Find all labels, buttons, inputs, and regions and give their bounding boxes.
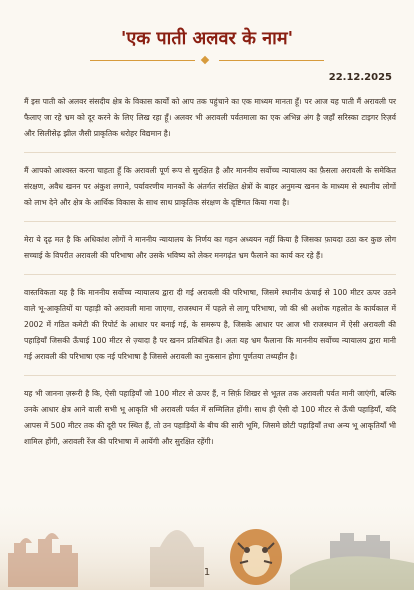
paragraph-4: वास्तविकता यह है कि माननीय सर्वोच्च न्यायालय द्वारा दी गई अरावली की परिभाषा, जिसमे स्थानीय ऊंचाई से 100 मीटर ऊपर उठने वाले भू-आकृतियों या पहाड़ी को अरावली माना जाएगा, राजस्थान में पहले से लागू परिभाषा, जो की श्री अशोक गहलोत के कार्यकाल में 2002 में गठित कमेटी की रिपोर्ट के आधार पर बनाई गई, के समरूप है, जिसके आधार पर आज भी राजस्थान में ऐसी अरावली की पहाड़ियाँ जिसकी ऊँचाई 100 मीटर से ज़्यादा है पर खनन प्रतिबंधित है। अतः यह भ्रम फैलाना कि माननीय सर्वोच्च न्यायालय द्वारा मानी गई अरावली की परिभाषा एक नई परिभाषा है जिससे अरावली का नुकसान होगा पूर्णतया तथ्यहीन है। (24, 288, 396, 361)
letter-body (24, 94, 396, 460)
letter-date: 22.12.2025 (328, 72, 392, 83)
ornament-line-right (219, 60, 324, 61)
divider (24, 221, 396, 222)
paragraph-2: मैं आपको आश्वस्त करना चाहता हूँ कि अरावली पूर्ण रूप से सुरक्षित है और माननीय सर्वोच्च न्यायालय का फ़ैसला अरावली के समेकित संरक्षण, अवैध खनन पर अंकुश लगाने, पर्यावरणीय मानकों के अंतर्गत संरक्षित क्षेत्रों के बाहर अनुमन्य खनन के माध्यम से स्थानीय लोगों को लाभ देने और क्षेत्र के आर्थिक विकास के साथ साथ प्राकृतिक संरक्षण के दृष्टिगत किया गया है। (24, 166, 396, 207)
page-title: 'एक पाती अलवर के नाम' (120, 28, 294, 49)
ornament-diamond-icon (201, 56, 209, 64)
divider (24, 375, 396, 376)
paragraph-5: यह भी जानना ज़रूरी है कि, ऐसी पहाड़ियाँ जो 100 मीटर से ऊपर हैं, न सिर्फ़ शिखर से भूतल तक अरावली पर्वत मानी जाएंगी, बल्कि उनके आधार क्षेत्र आने वाली सभी भू आकृति भी अरावली पर्वत में सम्मिलित होंगी। साथ ही ऐसी दो 100 मीटर से ऊँची पहाड़ियाँ, यदि आपस में 500 मीटर तक की दूरी पर स्थित हैं, तो उन पहाड़ियों के बीच की सारी भूमि, जिसमे छोटी पहाड़ियाँ तथा अन्य भू आकृतियाँ भी शामिल होंगी, अरावली रेंज की परिभाषा में आयेंगी और सुरक्षित रहेंगी। (24, 389, 396, 446)
divider (24, 152, 396, 153)
ornament-line-left (90, 60, 195, 61)
divider (24, 274, 396, 275)
page-number: 1 (203, 567, 211, 578)
title-ornament (90, 58, 324, 64)
paragraph-1: मैं इस पाती को अलवर संसदीय क्षेत्र के विकास कार्यों को आप तक पहुंचाने का एक माध्यम मानता हूँ। पर आज यह पाती मैं अरावली पर फैलाए जा रहे भ्रम को दूर करने के लिए लिख रहा हूँ। अलवर भी अरावली पर्वतमाला का एक अभिन्न अंग है जहाँ सरिस्का टाइगर रिज़र्व और सिलीसेढ़ झील जैसी प्राकृतिक धरोहर विद्यमान है। (24, 97, 396, 138)
paragraph-3: मेरा ये दृढ़ मत है कि अधिकांश लोगों ने माननीय न्यायालय के निर्णय का गहन अध्ययन नहीं किया है जिसका फ़ायदा उठा कर कुछ लोग सच्चाई के विपरीत अरावली की परिभाषा और उसके भविष्य को लेकर मनगढ़ंत भ्रम फैलाने का कार्य कर रहे हैं। (24, 235, 396, 260)
